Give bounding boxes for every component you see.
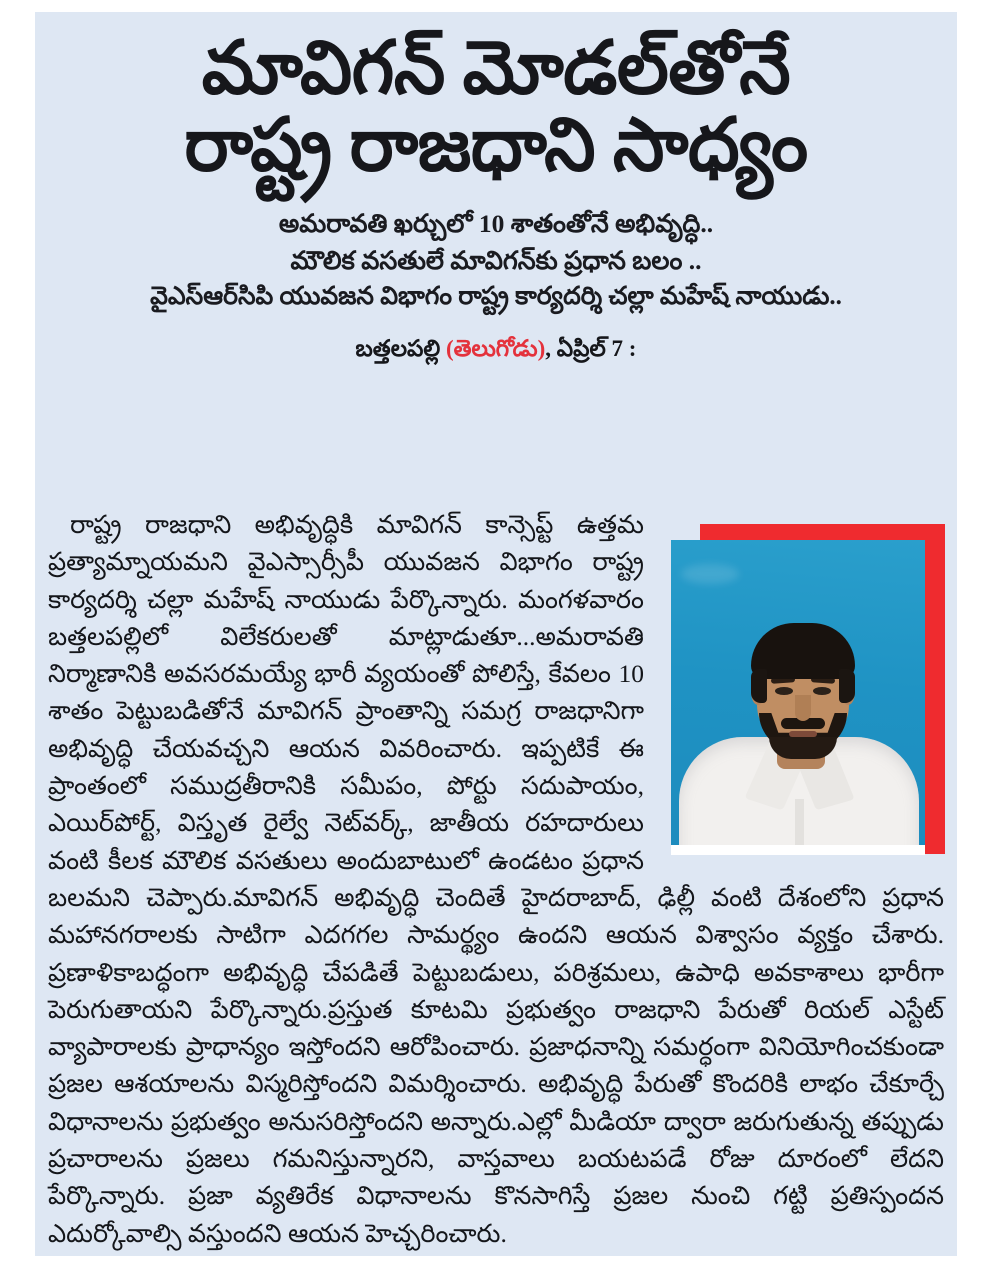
subheading-1: అమరావతి ఖర్చులో 10 శాతంతోనే అభివృద్ధి.. xyxy=(278,209,714,239)
newspaper-page xyxy=(35,12,957,1256)
headline-line-2: రాష్ట్ర రాజధాని సాధ్యం xyxy=(184,105,808,188)
subheading-3: వైఎస్‌ఆర్‌సిపి యువజన విభాగం రాష్ట్ర కార్యదర్శి చల్లా మహేష్ నాయుడు.. xyxy=(150,282,842,310)
subheading-2: మౌలిక వసతులే మావిగన్‌కు ప్రధాన బలం .. xyxy=(290,245,702,275)
subheading-block xyxy=(35,206,957,314)
page-title xyxy=(35,12,957,186)
dateline-date: , ఏప్రిల్ 7 : xyxy=(545,336,637,362)
dateline xyxy=(35,336,957,368)
dateline-source: (తెలుగోడు) xyxy=(445,336,546,362)
photo-text-wrap-spacer xyxy=(644,506,944,858)
article-body xyxy=(48,506,944,1252)
article-paragraph: రాష్ట్ర రాజధాని అభివృద్ధికి మావిగన్ కాన్సెప్ట్ ఉత్తమ ప్రత్యామ్నాయమని వైఎస్సార్సీపీ యువజన విభాగం రాష్ట్ర కార్యదర్శి చల్లా మహేష్ నాయుడు పేర్కొన్నారు. మంగళవారం బత్తలపల్లిలో విలేకరులతో మాట్లాడుతూ...అమరావతి నిర్మాణానికి అవసరమయ్యే భారీ వ్యయంతో పోలిస్తే, కేవలం 10 శాతం పెట్టుబడితోనే మావిగన్ ప్రాంతాన్ని సమగ్ర రాజధానిగా అభివృద్ధి చేయవచ్చని ఆయన వివరించారు. ఇప్పటికే ఈ ప్రాంతంలో సముద్రతీరానికి సమీపం, పోర్టు సదుపాయం, ఎయిర్‌పోర్ట్, విస్తృత రైల్వే నెట్‌వర్క్, జాతీయ రహదారులు వంటి కీలక మౌలిక వసతులు అందుబాటులో ఉండటం ప్రధాన బలమని చెప్పారు.మావిగన్ అభివృద్ధి చెందితే హైదరాబాద్, ఢిల్లీ వంటి దేశంలోని ప్రధాన మహానగరాలకు సాటిగా ఎదగగల సామర్థ్యం ఉందని ఆయన విశ్వాసం వ్యక్తం చేశారు. ప్రణాళికాబద్ధంగా అభివృద్ధి చేపడితే పెట్టుబడులు, పరిశ్రమలు, ఉపాధి అవకాశాలు భారీగా పెరుగుతాయని పేర్కొన్నారు.ప్రస్తుత కూటమి ప్రభుత్వం రాజధాని పేరుతో రియల్ ఎస్టేట్ వ్యాపారాలకు ప్రాధాన్యం ఇస్తోందని ఆరోపించారు. ప్రజాధనాన్ని సమర్ధంగా వినియోగించకుండా ప్రజల ఆశయాలను విస్మరిస్తోందని విమర్శించారు. అభివృద్ధి పేరుతో కొందరికి లాభం చేకూర్చే విధానాలను ప్రభుత్వం అనుసరిస్తోందని అన్నారు.ఎల్లో మీడియా ద్వారా జరుగుతున్న తప్పుడు ప్రచారాలను ప్రజలు గమనిస్తున్నారని, వాస్తవాలు బయటపడే రోజు దూరంలో లేదని పేర్కొన్నారు. ప్రజా వ్యతిరేక విధానాలను కొనసాగిస్తే ప్రజల నుంచి గట్టి ప్రతిస్పందన ఎదుర్కోవాల్సి వస్తుందని ఆయన హెచ్చరించారు. xyxy=(48,510,944,1248)
dateline-place: బత్తలపల్లి xyxy=(355,336,446,362)
headline-line-1: మావిగన్ మోడల్‌తోనే xyxy=(201,28,791,110)
